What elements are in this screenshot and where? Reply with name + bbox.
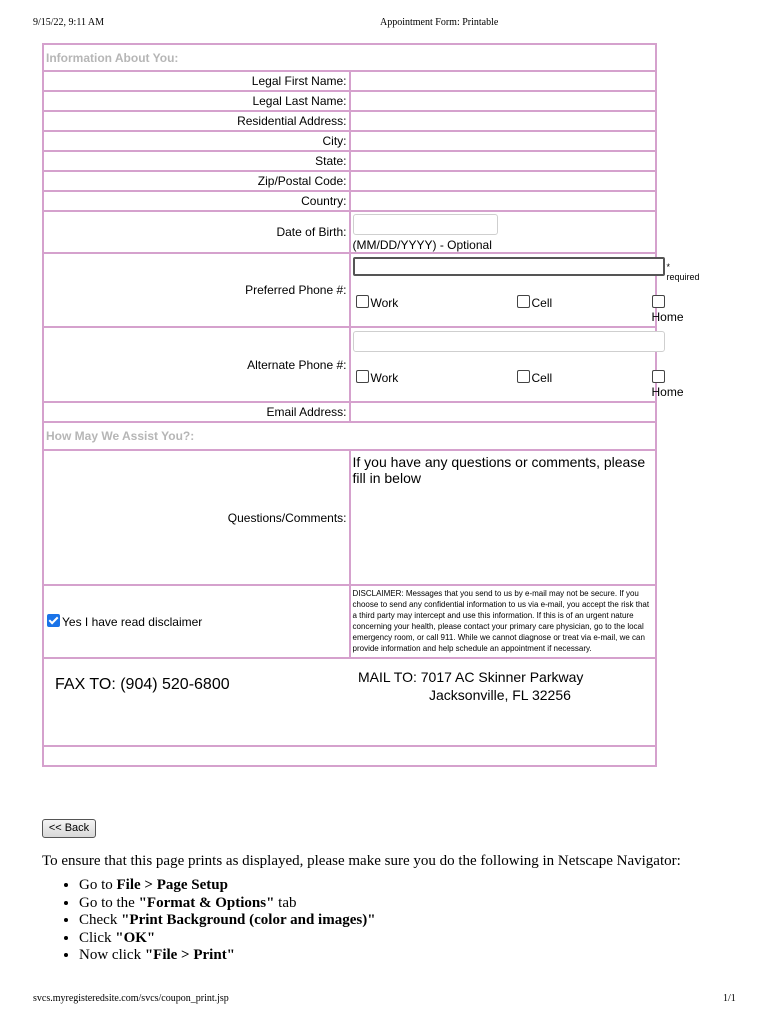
country-field[interactable] xyxy=(350,191,657,211)
city-field[interactable] xyxy=(350,131,657,151)
state-field[interactable] xyxy=(350,151,657,171)
disclaimer-text: DISCLAIMER: Messages that you send to us by e-mail may not be secure. If you choose to send any confidential information to us via e-mail, you accept the risk that a third party may intercept and use this information. If this is of an urgent nature concerning your health, please contact your primary care physician, go to the local emergency room, or call 911. While we cannot diagnose or treat via e-mail, we can provide information and help schedule an appointment if necessary. xyxy=(350,585,657,658)
list-item: • Click "OK" xyxy=(79,930,376,948)
appointment-form xyxy=(42,43,700,767)
list-item: • Go to File > Page Setup xyxy=(79,877,376,895)
print-datetime: 9/15/22, 9:11 AM xyxy=(33,17,105,28)
section-information-about-you: Information About You: xyxy=(43,44,656,71)
preferred-work-option[interactable]: Work xyxy=(356,295,399,310)
print-page-number: 1/1 xyxy=(723,993,736,1004)
questions-field[interactable] xyxy=(350,450,657,585)
disclaimer-checkbox-option[interactable] xyxy=(43,585,350,658)
email-field[interactable] xyxy=(350,402,657,422)
print-instructions-intro: To ensure that this page prints as displayed, please make sure you do the following in Netscape Navigator: xyxy=(42,853,681,869)
country-label: Country: xyxy=(43,191,350,211)
first-name-label: Legal First Name: xyxy=(43,71,350,91)
alternate-cell-option[interactable]: Cell xyxy=(517,370,553,385)
preferred-phone-input[interactable] xyxy=(353,257,665,276)
dob-hint: (MM/DD/YYYY) - Optional xyxy=(352,238,492,252)
zip-field[interactable] xyxy=(350,171,657,191)
email-label: Email Address: xyxy=(43,402,350,422)
list-item: • Now click "File > Print" xyxy=(79,947,376,965)
checkbox[interactable] xyxy=(652,295,665,308)
print-page-title: Appointment Form: Printable xyxy=(380,17,499,28)
checkbox[interactable] xyxy=(517,370,530,383)
alternate-work-option[interactable]: Work xyxy=(356,370,399,385)
first-name-field[interactable] xyxy=(350,71,657,91)
fax-number: FAX TO: (904) 520-6800 xyxy=(55,676,230,693)
zip-label: Zip/Postal Code: xyxy=(43,171,350,191)
list-item: • Go to the "Format & Options" tab xyxy=(79,895,376,913)
alternate-phone-label: Alternate Phone #: xyxy=(43,327,350,402)
checkbox[interactable] xyxy=(652,370,665,383)
questions-prompt: If you have any questions or comments, please fill in below xyxy=(352,454,646,486)
disclaimer-check-label: Yes I have read disclaimer xyxy=(62,615,203,629)
dob-label: Date of Birth: xyxy=(43,211,350,253)
state-label: State: xyxy=(43,151,350,171)
back-button[interactable]: << Back xyxy=(42,819,96,838)
checkbox[interactable] xyxy=(517,295,530,308)
required-note: * required xyxy=(666,262,700,282)
list-item: • Check "Print Background (color and images)" xyxy=(79,912,376,930)
checkbox[interactable] xyxy=(356,370,369,383)
last-name-label: Legal Last Name: xyxy=(43,91,350,111)
preferred-phone-label: Preferred Phone #: xyxy=(43,253,350,327)
city-label: City: xyxy=(43,131,350,151)
address-field[interactable] xyxy=(350,111,657,131)
section-how-may-we-assist: How May We Assist You?: xyxy=(43,422,656,450)
preferred-cell-option[interactable]: Cell xyxy=(517,295,553,310)
form-footer-row xyxy=(43,746,656,766)
print-steps-list xyxy=(42,877,376,965)
alternate-home-option[interactable]: Home xyxy=(652,370,684,399)
alternate-phone-input[interactable] xyxy=(353,331,665,352)
address-label: Residential Address: xyxy=(43,111,350,131)
checkbox[interactable] xyxy=(356,295,369,308)
disclaimer-checkbox[interactable] xyxy=(47,614,60,627)
mail-address-line1: MAIL TO: 7017 AC Skinner Parkway xyxy=(358,669,584,685)
mail-address-line2: Jacksonville, FL 32256 xyxy=(429,687,571,703)
print-url: svcs.myregisteredsite.com/svcs/coupon_print.jsp xyxy=(33,993,229,1004)
last-name-field[interactable] xyxy=(350,91,657,111)
dob-input[interactable] xyxy=(353,214,498,235)
questions-label: Questions/Comments: xyxy=(43,450,350,585)
preferred-home-option[interactable]: Home xyxy=(652,295,684,324)
